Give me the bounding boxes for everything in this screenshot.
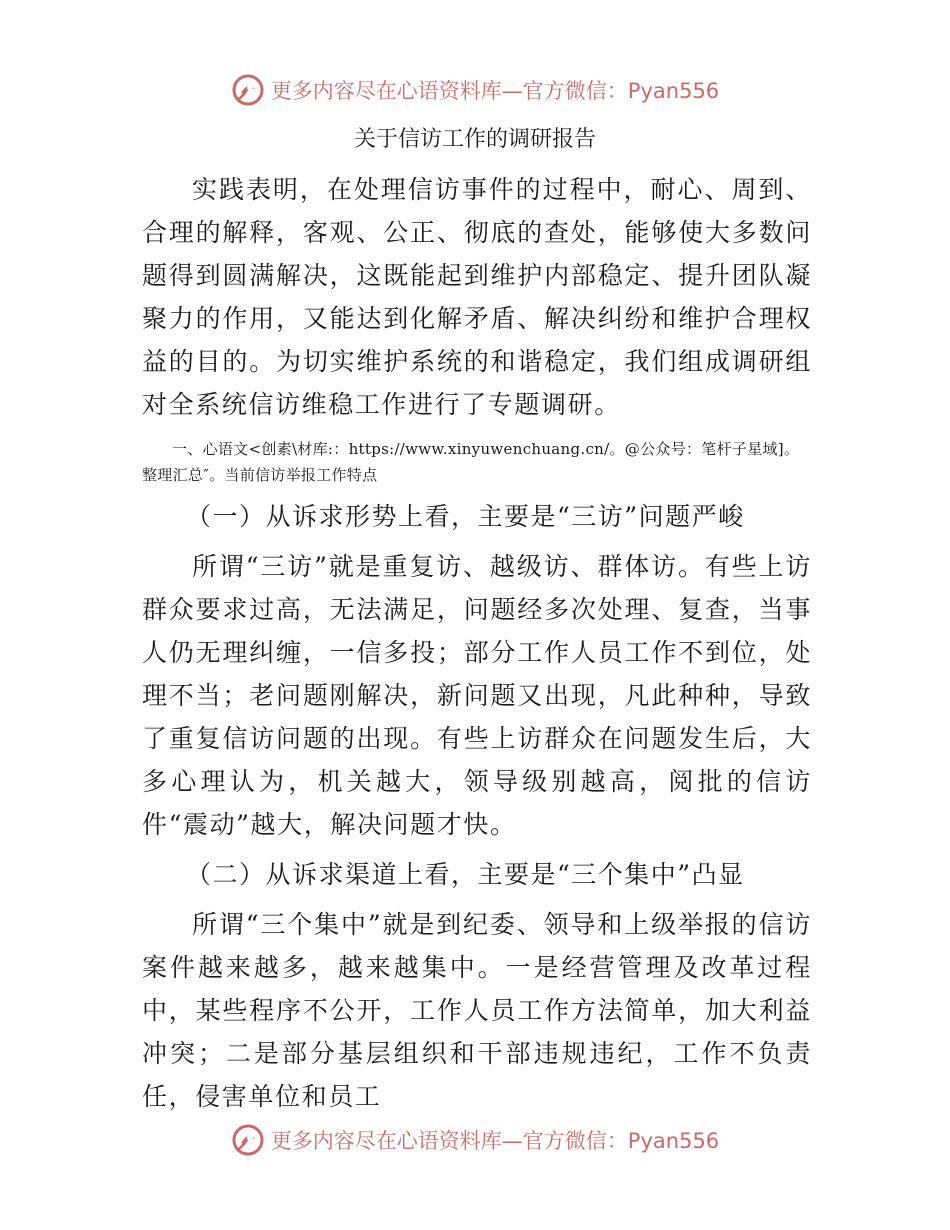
watermark-text: 更多内容尽在心语资料库—官方微信：Pyan556 [270, 79, 720, 103]
rose-logo-icon [231, 1123, 265, 1157]
subsection-body-2: 所谓“三个集中”就是到纪委、领导和上级举报的信访案件越来越多，越来越集中。一是经营管理及改革过程中，某些程序不公开，工作人员工作方法简单，加大利益冲突；二是部分基层组织和干部违规违纪，工作不负责任，侵害单位和员工 [142, 910, 812, 1111]
section-heading-1: 一、心语文<创素\材库:：https://www.xinyuwenchuang.cn/。@公众号：笔杆子星域]。整理汇总″。当前信访举报工作特点 [142, 440, 800, 484]
intro-paragraph: 实践表明，在处理信访事件的过程中，耐心、周到、合理的解释，客观、公正、彻底的查处，能够使大多数问题得到圆满解决，这既能起到维护内部稳定、提升团队凝聚力的作用，又能达到化解矛盾、解决纠纷和维护合理权益的目的。为切实维护系统的和谐稳定，我们组成调研组对全系统信访维稳工作进行了专题调研。 [142, 175, 812, 419]
document-body [142, 168, 812, 1118]
subsection-heading-2: （二）从诉求渠道上看，主要是“三个集中”凸显 [186, 860, 745, 889]
header-watermark [0, 70, 950, 110]
rose-logo-icon [231, 73, 265, 107]
footer-watermark [0, 1120, 950, 1160]
watermark-text: 更多内容尽在心语资料库—官方微信：Pyan556 [270, 1129, 720, 1153]
subsection-body-1: 所谓“三访”就是重复访、越级访、群体访。有些上访群众要求过高，无法满足，问题经多次处理、复查，当事人仍无理纠缠，一信多投；部分工作人员工作不到位，处理不当；老问题刚解决，新问题又出现，凡此种种，导致了重复信访问题的出现。有些上访群众在问题发生后，大多心理认为，机关越大，领导级别越高，阅批的信访件“震动”越大，解决问题才快。 [142, 552, 812, 839]
document-title: 关于信访工作的调研报告 [353, 127, 596, 152]
subsection-heading-1: （一）从诉求形势上看，主要是“三访”问题严峻 [186, 502, 745, 531]
